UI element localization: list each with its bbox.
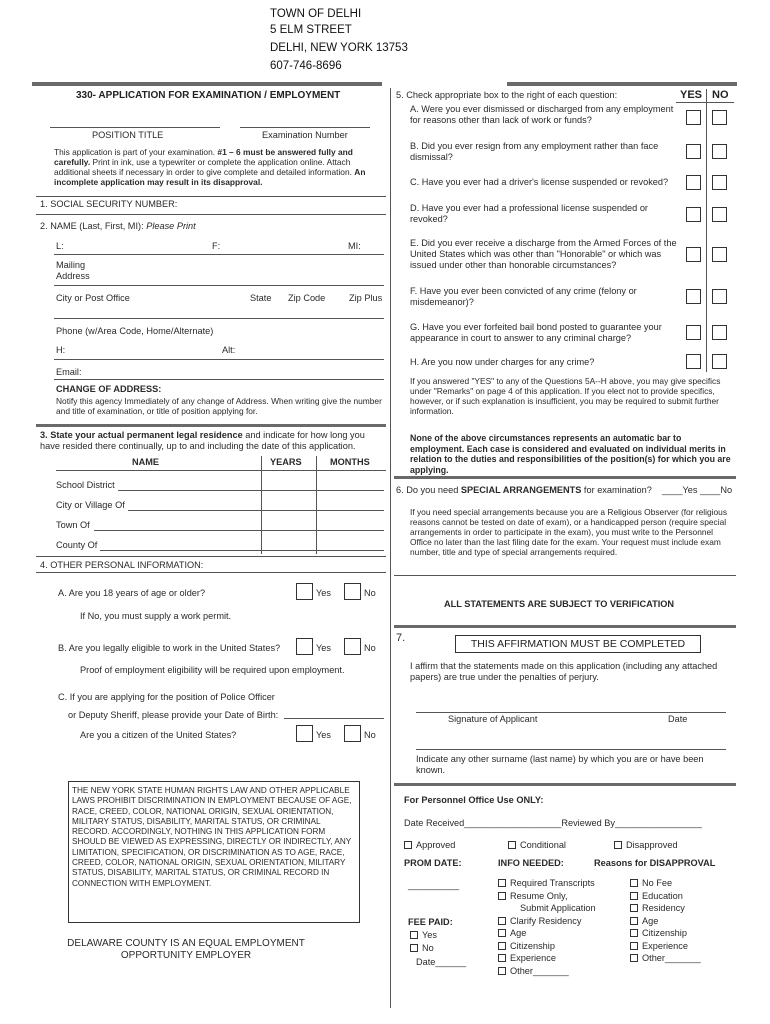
prom-date-label: PROM DATE:	[404, 858, 462, 868]
checkbox[interactable]	[498, 892, 506, 900]
city-po-label: City or Post Office	[56, 293, 130, 303]
q7-label: 7.	[396, 632, 406, 644]
q5b-yes[interactable]	[686, 144, 701, 159]
info-item[interactable]: Required Transcripts	[498, 877, 596, 890]
col-months: MONTHS	[330, 457, 370, 467]
q5e-no[interactable]	[712, 247, 727, 262]
exam-number-label: Examination Number	[262, 130, 348, 140]
city-village-line[interactable]	[128, 510, 384, 511]
residence-question: 3. State your actual permanent legal residence and indicate for how long you have resided there continually, up to and including the date of this application.	[40, 430, 365, 451]
name-line[interactable]	[54, 254, 384, 255]
alt-phone-label: Alt:	[222, 345, 236, 355]
divider	[36, 572, 386, 573]
divider	[394, 783, 736, 786]
checkbox[interactable]	[498, 967, 506, 975]
q5e-yes[interactable]	[686, 247, 701, 262]
info-needed-list	[498, 877, 596, 977]
center-divider	[390, 88, 391, 1008]
verification-note: ALL STATEMENTS ARE SUBJECT TO VERIFICATION	[444, 599, 675, 609]
town-of-label: Town Of	[56, 520, 90, 530]
q5b-no[interactable]	[712, 144, 727, 159]
q5f-text: F. Have you ever been convicted of any crime (felony or misdemeanor)?	[410, 286, 637, 307]
divider	[36, 196, 386, 197]
divider	[394, 476, 736, 479]
prom-date-line[interactable]: __________	[408, 880, 460, 890]
info-item[interactable]: Age	[498, 927, 596, 940]
first-name-label: F:	[212, 241, 221, 251]
date-label: Date	[668, 714, 688, 724]
no-label: No	[364, 730, 376, 740]
county-of-line[interactable]	[100, 550, 384, 551]
form-title: 330- APPLICATION FOR EXAMINATION / EMPLOYMENT	[76, 90, 341, 101]
q5-label: 5. Check appropriate box to the right of each question:	[396, 90, 618, 100]
affirmation-text: I affirm that the statements made on this application (including any attached papers) are true under the penalties of perjury.	[410, 661, 718, 682]
email-line[interactable]	[54, 379, 384, 380]
date-received-line[interactable]: Date Received___________________Reviewed By_________________	[404, 818, 702, 828]
affirmation-title: THIS AFFIRMATION MUST BE COMPLETED	[470, 638, 686, 650]
col-years: YEARS	[270, 457, 302, 467]
town-street: 5 ELM STREET	[270, 24, 352, 36]
police-question: C. If you are applying for the position of Police Officer	[58, 692, 275, 702]
conditional-checkbox[interactable]	[508, 841, 516, 849]
conditional-option[interactable]: Conditional	[508, 840, 566, 851]
q5b-text: B. Did you ever resign from any employment rather than face dismissal?	[410, 141, 659, 162]
age-question: A. Are you 18 years of age or older?	[58, 588, 206, 598]
checkbox[interactable]	[498, 879, 506, 887]
town-of-line[interactable]	[94, 530, 384, 531]
school-district-label: School District	[56, 480, 115, 490]
eligible-no-checkbox[interactable]	[344, 638, 361, 655]
q5d-no[interactable]	[712, 207, 727, 222]
change-address-title: CHANGE OF ADDRESS:	[56, 384, 162, 394]
q6-question: 6. Do you need SPECIAL ARRANGEMENTS for examination?	[396, 485, 652, 495]
checkbox[interactable]	[498, 917, 506, 925]
mailing-label: Mailing	[56, 260, 86, 270]
q5g-yes[interactable]	[686, 325, 701, 340]
none-bar-text: None of the above circumstances represents an automatic bar to employment. Each case is considered and evaluated on individual merits in relation to the duties and responsibilities of the position(s) for which you are applying.	[410, 433, 731, 475]
citizen-yes-checkbox[interactable]	[296, 725, 313, 742]
surname-line[interactable]	[416, 749, 726, 750]
town-phone: 607-746-8696	[270, 60, 342, 72]
dob-question: or Deputy Sheriff, please provide your Date of Birth:	[68, 710, 279, 720]
eligibility-question: B. Are you legally eligible to work in the United States?	[58, 643, 281, 653]
yes-label: Yes	[316, 730, 331, 740]
checkbox[interactable]	[630, 942, 638, 950]
state-label: State	[250, 293, 272, 303]
q5d-yes[interactable]	[686, 207, 701, 222]
q5a-no[interactable]	[712, 110, 727, 125]
city-village-label: City or Village Of	[56, 500, 125, 510]
info-item[interactable]: Experience	[498, 952, 596, 965]
approved-option[interactable]: Approved	[404, 840, 455, 851]
info-item[interactable]: Other_______	[498, 965, 596, 978]
checkbox[interactable]	[498, 954, 506, 962]
q5g-no[interactable]	[712, 325, 727, 340]
citizen-no-checkbox[interactable]	[344, 725, 361, 742]
q5h-yes[interactable]	[686, 354, 701, 369]
zip-label: Zip Code	[288, 293, 326, 303]
remarks-text: If you answered "YES" to any of the Questions 5A--H above, you may give specifics under "Remarks" on page 4 of this application. If you elect not to provide specifics, however, or if such explanation is insufficient, you may be required to submit further information.	[410, 376, 721, 416]
info-item[interactable]: Clarify Residency	[498, 915, 596, 928]
position-title-line[interactable]	[50, 127, 220, 128]
email-label: Email:	[56, 367, 82, 377]
no-label: No	[364, 588, 376, 598]
q5c-yes[interactable]	[686, 175, 701, 190]
phone-label: Phone (w/Area Code, Home/Alternate)	[56, 326, 214, 336]
divider	[394, 625, 736, 628]
reason-item[interactable]: Citizenship	[630, 927, 701, 940]
info-sub: Submit Application	[520, 903, 596, 913]
q5c-no[interactable]	[712, 175, 727, 190]
age-yes-checkbox[interactable]	[296, 583, 313, 600]
top-rule-left	[32, 82, 382, 86]
reason-item[interactable]: No Fee	[630, 877, 701, 890]
checkbox[interactable]	[498, 929, 506, 937]
info-item[interactable]: Citizenship	[498, 940, 596, 953]
citizen-question: Are you a citizen of the United States?	[80, 730, 237, 740]
town-name: TOWN OF DELHI	[270, 8, 362, 20]
surname-label: Indicate any other surname (last name) by which you are or have been known.	[416, 754, 704, 775]
phone-line[interactable]	[54, 359, 384, 360]
divider	[36, 556, 386, 557]
position-title-label: POSITION TITLE	[92, 130, 164, 140]
age-no-checkbox[interactable]	[344, 583, 361, 600]
reason-item[interactable]: Experience	[630, 940, 701, 953]
reason-item[interactable]: Residency	[630, 902, 701, 915]
eeo-line2: OPPORTUNITY EMPLOYER	[120, 950, 252, 961]
q5h-no[interactable]	[712, 354, 727, 369]
reason-item[interactable]: Other_______	[630, 952, 701, 965]
reason-item[interactable]: Age	[630, 915, 701, 928]
q5g-text: G. Have you ever forfeited bail bond posted to guarantee your appearance in court to answer to any criminal charge?	[410, 322, 662, 343]
mi-label: MI:	[348, 241, 361, 251]
yes-label: Yes	[316, 588, 331, 598]
zip-plus-label: Zip Plus	[349, 293, 383, 303]
checkbox[interactable]	[630, 917, 638, 925]
q5a-yes[interactable]	[686, 110, 701, 125]
q6-yes-no[interactable]: ____Yes ____No	[662, 485, 733, 495]
checkbox[interactable]	[410, 931, 418, 939]
reasons-list	[630, 877, 701, 965]
fee-no-option[interactable]: No	[410, 943, 434, 954]
q5f-yes[interactable]	[686, 289, 701, 304]
name-label: 2. NAME (Last, First, MI): Please Print	[40, 221, 196, 231]
divider	[36, 424, 386, 427]
info-needed-label: INFO NEEDED:	[498, 858, 564, 868]
checkbox[interactable]	[498, 942, 506, 950]
divider	[56, 470, 386, 471]
approved-checkbox[interactable]	[404, 841, 412, 849]
fee-yes-option[interactable]: Yes	[410, 930, 437, 941]
reason-item[interactable]: Education	[630, 890, 701, 903]
divider	[676, 102, 734, 103]
other-info-label: 4. OTHER PERSONAL INFORMATION:	[40, 560, 204, 570]
divider	[394, 575, 736, 576]
checkbox[interactable]	[630, 904, 638, 912]
county-of-label: County Of	[56, 540, 98, 550]
fee-paid-label: FEE PAID:	[408, 917, 453, 927]
city-line[interactable]	[54, 318, 384, 319]
reasons-label: Reasons for DISAPPROVAL	[594, 858, 716, 868]
top-rule-right	[507, 82, 737, 86]
no-header: NO	[712, 89, 729, 101]
q5f-no[interactable]	[712, 289, 727, 304]
disapproved-option[interactable]: Disapproved	[614, 840, 678, 851]
signature-line[interactable]	[416, 712, 726, 713]
yes-header: YES	[680, 89, 703, 101]
exam-number-line[interactable]	[240, 127, 370, 128]
ssn-label: 1. SOCIAL SECURITY NUMBER:	[40, 199, 178, 209]
address-line[interactable]	[54, 285, 384, 286]
eeo-line1: DELAWARE COUNTY IS AN EQUAL EMPLOYMENT	[67, 938, 305, 949]
yes-label: Yes	[316, 643, 331, 653]
law-notice-text: THE NEW YORK STATE HUMAN RIGHTS LAW AND OTHER APPLICABLE LAWS PROHIBIT DISCRIMINATION IN EMPLOYMENT BECAUSE OF AGE, RACE, CREED, COLOR, NATIONAL ORIGIN, SEXUAL ORIENTATION, MILITARY STATUS, DISABILITY, MARITAL STATUS, OR CRIMINAL RECORD. ACCORDINGLY, NOTHING IN THIS APPLICATION FORM SHOULD BE VIEWED AS EXPRESSING, DIRECTLY OR INDIRECTLY, ANY LIMITATION, SPECIFICATION, OR DISCRIMINATION AS TO AGE, RACE, CREED, COLOR, NATIONAL ORIGIN, SEXUAL ORIENTATION, MILITARY STATUS, DISABILITY, MARITAL STATUS, OR CRIMINAL RECORD IN CONNECTION WITH EMPLOYMENT.	[72, 786, 352, 888]
divider	[706, 89, 707, 372]
last-name-label: L:	[56, 241, 64, 251]
address-label: Address	[56, 271, 90, 281]
signature-label: Signature of Applicant	[448, 714, 538, 724]
school-district-line[interactable]	[118, 490, 384, 491]
q5h-text: H. Are you now under charges for any crime?	[410, 357, 595, 367]
eligibility-note: Proof of employment eligibility will be required upon employment.	[80, 665, 345, 675]
checkbox[interactable]	[410, 944, 418, 952]
q5c-text: C. Have you ever had a driver's license suspended or revoked?	[410, 177, 669, 187]
special-arrangements-text: If you need special arrangements because you are a Religious Observer (for religious reasons cannot be tested on date of exam), or a handicapped person (require special arrangements in order to participate in the exam), you must write to the Personnel Office no later than the last filing date for the exam. Your request must include exam number, title and type of special arrangements required.	[410, 507, 728, 557]
q5e-text: E. Did you ever receive a discharge from the Armed Forces of the United States which was other than "Honorable" or which was issued under other than honorable circumstances?	[410, 238, 677, 270]
info-item[interactable]: Resume Only,	[498, 890, 596, 903]
office-use-title: For Personnel Office Use ONLY:	[404, 795, 544, 805]
checkbox[interactable]	[630, 929, 638, 937]
col-name: NAME	[132, 457, 160, 467]
work-permit-note: If No, you must supply a work permit.	[80, 611, 232, 621]
dob-line[interactable]	[284, 718, 384, 719]
divider	[36, 214, 386, 215]
instructions: This application is part of your examination. #1 – 6 must be answered fully and carefully. Print in ink, use a typewriter or complete the application online. Attach additional sheets if necessary in order to give complete and detailed information. An incomplete application may result in its disapproval.	[54, 147, 366, 187]
no-label: No	[364, 643, 376, 653]
town-city: DELHI, NEW YORK 13753	[270, 42, 408, 54]
fee-date-line[interactable]: Date______	[416, 957, 467, 967]
q5d-text: D. Have you ever had a professional license suspended or revoked?	[410, 203, 648, 224]
checkbox[interactable]	[630, 879, 638, 887]
checkbox[interactable]	[630, 954, 638, 962]
home-phone-label: H:	[56, 345, 66, 355]
change-address-text: Notify this agency Immediately of any change of Address. When writing give the number and title of examination, or title of position applying for.	[56, 396, 382, 416]
checkbox[interactable]	[630, 892, 638, 900]
eligible-yes-checkbox[interactable]	[296, 638, 313, 655]
q5a-text: A. Were you ever dismissed or discharged from any employment for reasons other than lack of work or funds?	[410, 104, 674, 125]
disapproved-checkbox[interactable]	[614, 841, 622, 849]
